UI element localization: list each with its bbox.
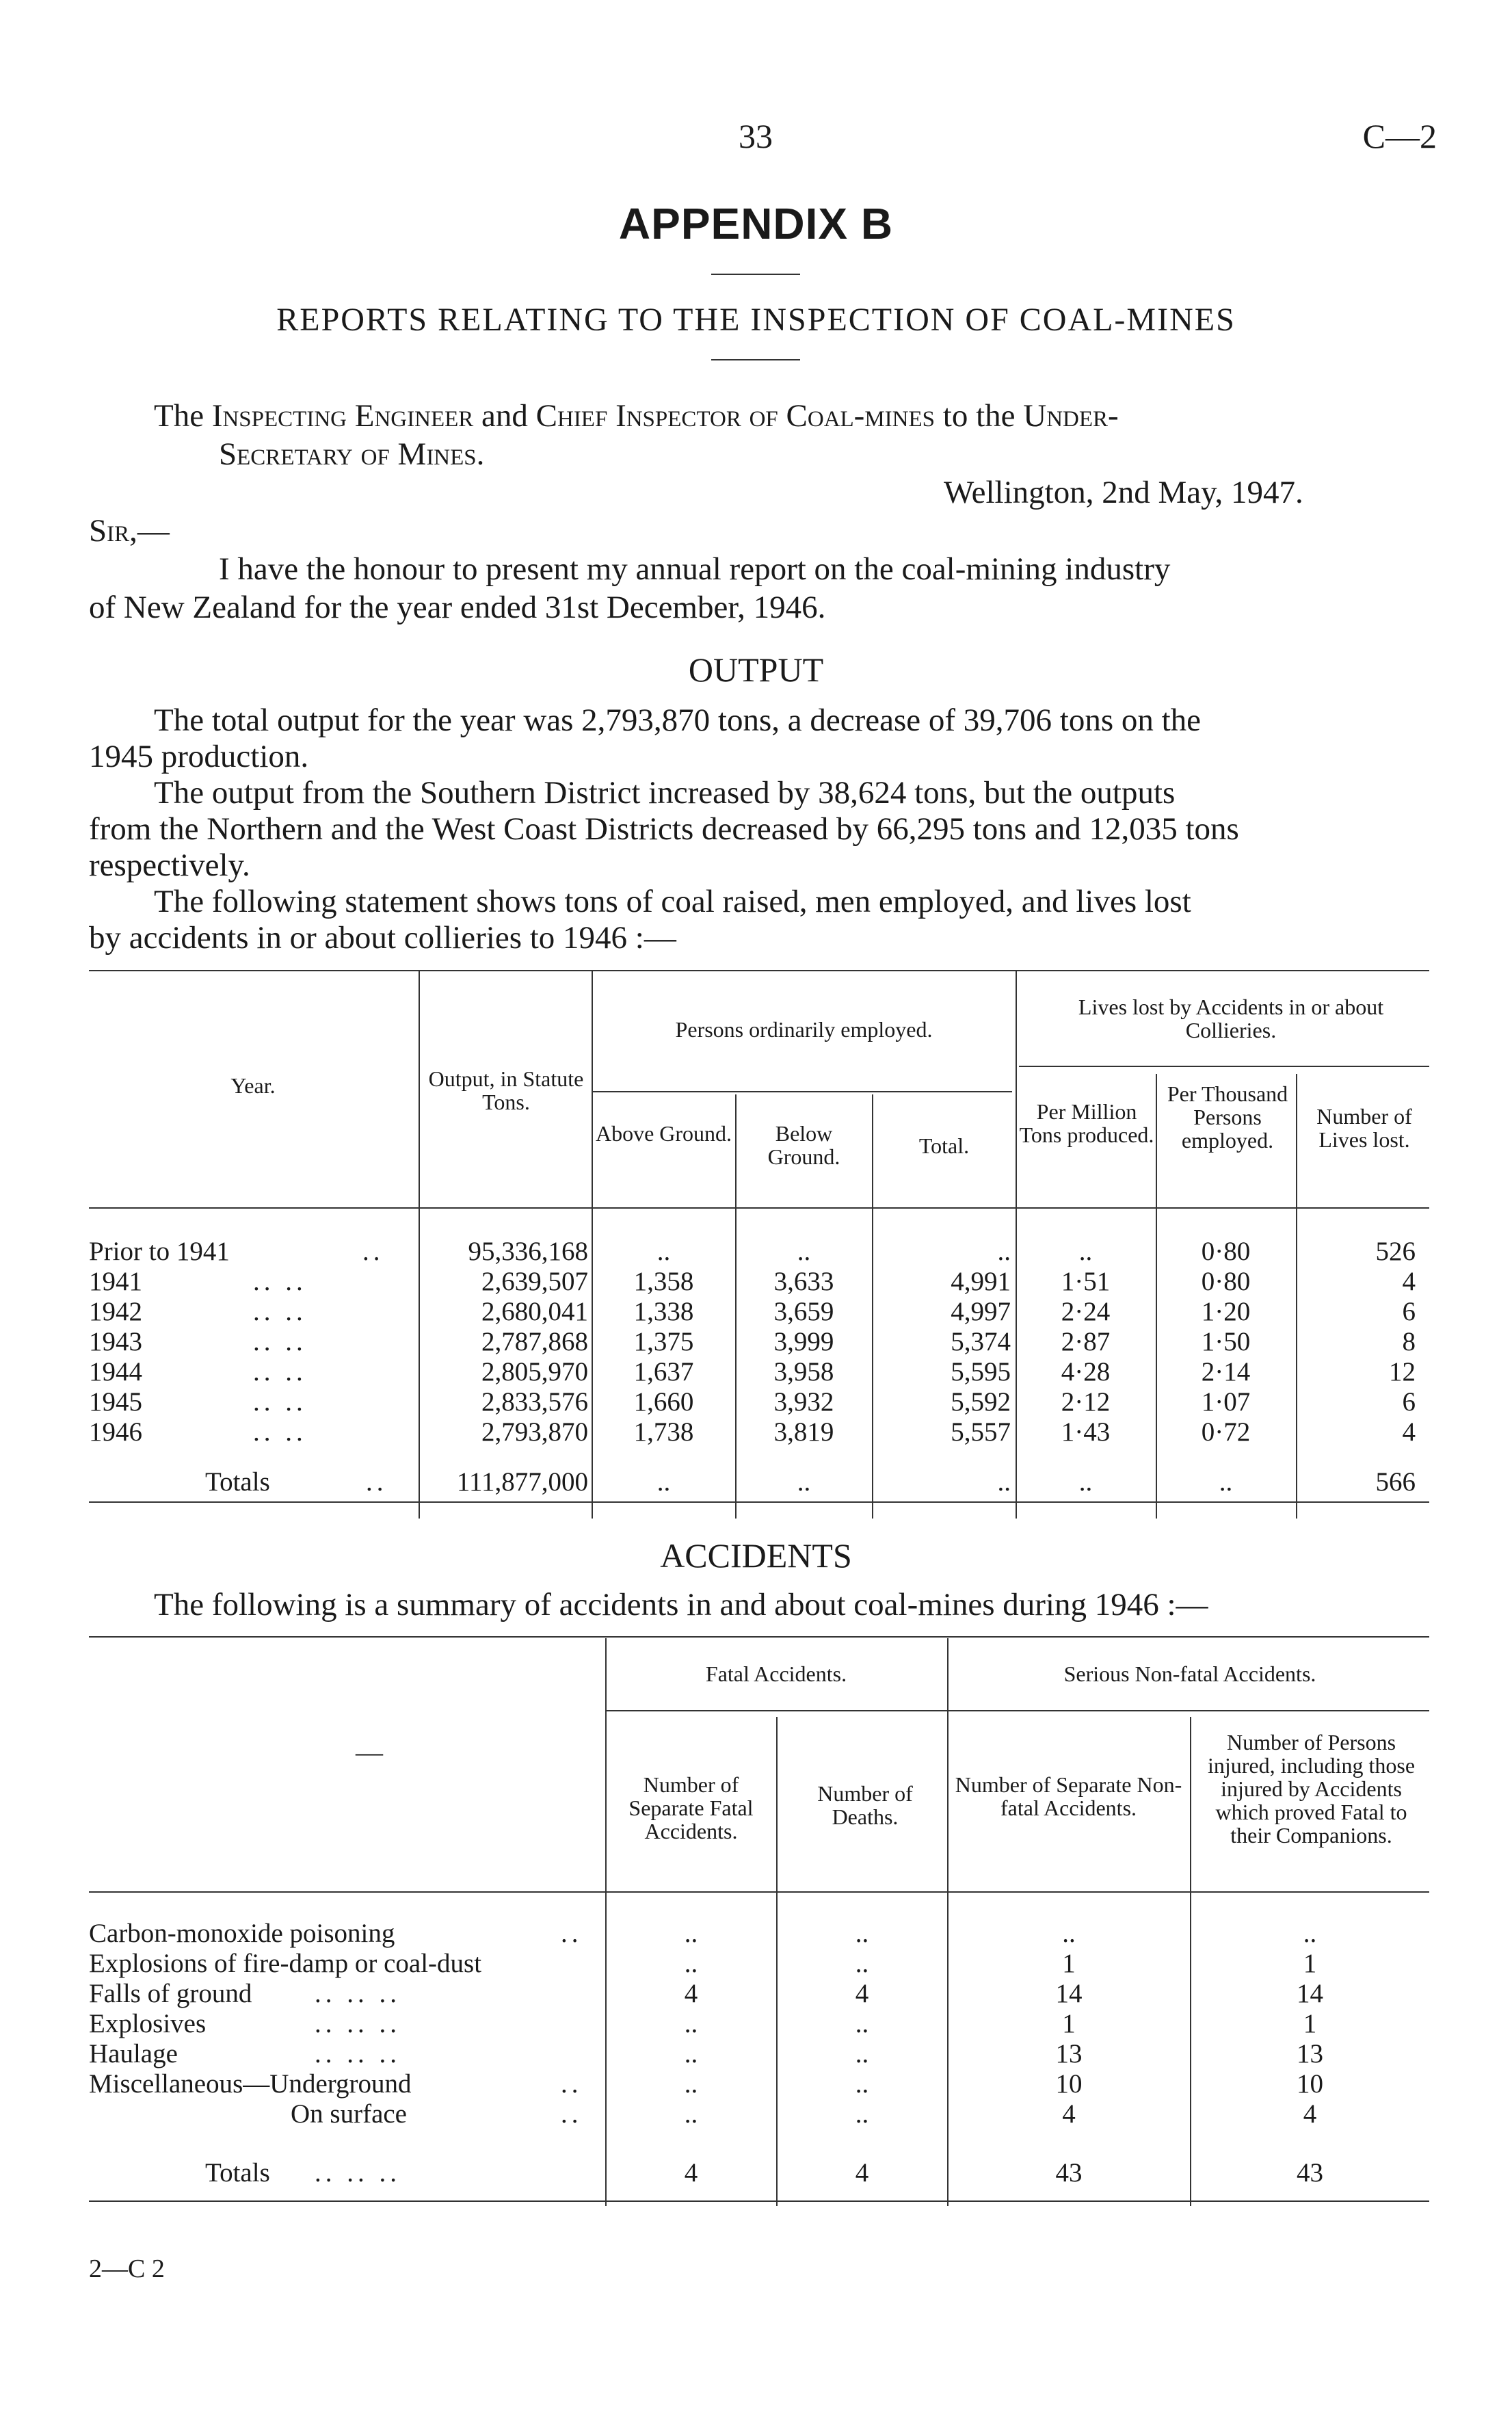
leader-dots: .. .. ..: [315, 2158, 401, 2187]
accident-cell-nonfatal: 1: [1062, 2009, 1076, 2038]
output-cell-below: 3,819: [773, 1417, 834, 1447]
accident-row-label: Haulage: [89, 2039, 178, 2068]
accident-cell-deaths: ..: [855, 2039, 869, 2068]
leader-dots: ..: [362, 1237, 384, 1266]
output-cell-below: 3,958: [773, 1357, 834, 1387]
leader-dots: .. ..: [253, 1417, 307, 1447]
output-cell-below: 3,999: [773, 1327, 834, 1356]
leader-dots: ..: [561, 2069, 583, 2099]
accident-row-label: Falls of ground: [89, 1979, 252, 2008]
output-cell-total: 5,592: [951, 1387, 1011, 1417]
output-cell-output: 2,793,870: [481, 1417, 588, 1447]
accident-cell-fatal: 4: [684, 1979, 698, 2008]
leader-dots: .. .. ..: [315, 2009, 401, 2038]
output-p1-l1: The total output for the year was 2,793,870 tons, a decrease of 39,706 tons on the: [154, 702, 1202, 738]
output-cell-lives: 6: [1402, 1297, 1416, 1326]
accident-cell-injured: 13: [1297, 2039, 1323, 2068]
output-cell-above: ..: [656, 1237, 671, 1266]
output-cell-total: 4,997: [951, 1297, 1011, 1326]
output-cell-per-thousand: 0·80: [1201, 1237, 1251, 1266]
output-cell-per-thousand: 1·50: [1201, 1327, 1251, 1356]
output-cell-output: 2,639,507: [481, 1267, 588, 1296]
intro-line-1: I have the honour to present my annual report on the coal-mining industry: [219, 551, 1171, 587]
output-cell-above: 1,660: [633, 1387, 694, 1417]
accident-cell-fatal: ..: [684, 2099, 698, 2129]
leader-dots: .. ..: [253, 1297, 307, 1326]
leader-dots: ..: [561, 2099, 583, 2129]
output-cell-per-million: 2·87: [1061, 1327, 1111, 1356]
output-totals-label: Totals: [205, 1467, 270, 1497]
accident-cell-nonfatal: 13: [1055, 2039, 1083, 2068]
output-cell-below: 3,659: [773, 1297, 834, 1326]
accident-cell-deaths: ..: [855, 1919, 869, 1948]
accident-row-label: Carbon-monoxide poisoning: [89, 1919, 395, 1948]
output-cell-per-million: 2·12: [1061, 1387, 1111, 1417]
header-separate-fatal: Number of Separate Fatal Accidents.: [628, 1772, 754, 1843]
accidents-intro: The following is a summary of accidents in and about coal-mines during 1946 :—: [154, 1587, 1208, 1622]
output-cell-below: ..: [797, 1237, 811, 1266]
output-cell-per-thousand: 0·80: [1201, 1267, 1251, 1296]
accident-row-label: Explosives: [89, 2009, 207, 2038]
output-cell-per-million: ..: [1078, 1237, 1093, 1266]
output-cell-lives: 8: [1402, 1327, 1416, 1356]
output-cell-total: 5,557: [951, 1417, 1011, 1447]
output-cell-lives: 6: [1402, 1387, 1416, 1417]
leader-dots: .. ..: [253, 1357, 307, 1387]
output-cell-lives: 12: [1389, 1357, 1416, 1387]
header-fatal: Fatal Accidents.: [705, 1661, 847, 1686]
accident-cell-deaths: ..: [855, 2009, 869, 2038]
output-cell-above: 1,375: [633, 1327, 694, 1356]
accident-row-label: Explosions of fire-damp or coal-dust: [89, 1949, 482, 1978]
accident-cell-fatal: ..: [684, 1919, 698, 1948]
accident-total-fatal: 4: [684, 2158, 698, 2187]
accidents-totals-label: Totals: [205, 2158, 270, 2187]
output-cell-lives: 4: [1402, 1417, 1416, 1447]
accident-cell-fatal: ..: [684, 2039, 698, 2068]
accident-cell-deaths: ..: [855, 1949, 869, 1978]
output-cell-per-thousand: 1·07: [1201, 1387, 1251, 1417]
header-below: Below Ground.: [767, 1121, 840, 1169]
output-cell-below: 3,633: [773, 1267, 834, 1296]
page-number: 33: [739, 117, 773, 155]
accident-total-injured: 43: [1297, 2158, 1323, 2187]
output-cell-per-million: 2·24: [1061, 1297, 1111, 1326]
output-row-label: 1943: [89, 1327, 142, 1356]
place-date: Wellington, 2nd May, 1947.: [944, 475, 1303, 510]
output-cell-above: 1,358: [633, 1267, 694, 1296]
page-reference: C—2: [1362, 117, 1437, 155]
address-line-1: The Inspecting Engineer and Chief Inspector of Coal-mines to the Under-: [154, 398, 1119, 434]
output-cell-per-thousand: 1·20: [1201, 1297, 1251, 1326]
leader-dots: .. .. ..: [315, 1979, 401, 2008]
output-p2-l2: from the Northern and the West Coast Districts decreased by 66,295 tons and 12,035 tons: [89, 811, 1239, 847]
output-cell-total: ..: [997, 1237, 1011, 1266]
accident-cell-fatal: ..: [684, 2009, 698, 2038]
header-blank: —: [356, 1737, 383, 1767]
accident-cell-deaths: ..: [855, 2069, 869, 2099]
header-lives: Lives lost by Accidents in or about Collieries.: [1078, 995, 1384, 1042]
footer-signature: 2—C 2: [89, 2255, 165, 2283]
output-row-label: Prior to 1941: [89, 1237, 230, 1266]
accident-cell-nonfatal: 14: [1055, 1979, 1083, 2008]
output-cell-total: 5,595: [951, 1357, 1011, 1387]
header-persons: Persons ordinarily employed.: [675, 1017, 933, 1042]
salutation: Sir,—: [89, 513, 170, 549]
leader-dots: .. ..: [253, 1327, 307, 1356]
output-row-label: 1941: [89, 1267, 142, 1296]
accident-cell-nonfatal: 4: [1062, 2099, 1076, 2129]
accidents-heading: ACCIDENTS: [660, 1536, 852, 1575]
accident-row-label: Miscellaneous—Underground: [89, 2069, 412, 2099]
output-row-label: 1942: [89, 1297, 142, 1326]
output-total-per-million: ..: [1078, 1467, 1093, 1497]
output-total-above: ..: [656, 1467, 671, 1497]
accident-cell-injured: 4: [1303, 2099, 1317, 2129]
output-row-label: 1945: [89, 1387, 142, 1417]
output-cell-output: 95,336,168: [468, 1237, 588, 1266]
output-heading: OUTPUT: [688, 651, 824, 689]
output-cell-below: 3,932: [773, 1387, 834, 1417]
output-p3-l2: by accidents in or about collieries to 1946 :—: [89, 920, 676, 956]
output-cell-per-thousand: 2·14: [1201, 1357, 1251, 1387]
output-p2-l3: respectively.: [89, 847, 250, 883]
accident-cell-injured: 10: [1297, 2069, 1323, 2099]
address-line-2: Secretary of Mines.: [219, 436, 485, 472]
header-output: Output, in Statute Tons.: [428, 1066, 584, 1114]
title-rule: [711, 274, 800, 275]
accident-cell-injured: ..: [1303, 1919, 1317, 1948]
output-total-lives: 566: [1375, 1467, 1416, 1497]
accident-cell-fatal: ..: [684, 2069, 698, 2099]
output-cell-above: 1,637: [633, 1357, 694, 1387]
accident-cell-nonfatal: ..: [1062, 1919, 1076, 1948]
intro-line-2: of New Zealand for the year ended 31st December, 1946.: [89, 590, 826, 625]
leader-dots: ..: [561, 1919, 583, 1948]
header-per-thousand: Per Thousand Persons employed.: [1167, 1081, 1288, 1153]
accident-cell-nonfatal: 1: [1062, 1949, 1076, 1978]
accident-cell-fatal: ..: [684, 1949, 698, 1978]
header-persons-injured: Number of Persons injured, including those injured by Accidents which proved Fatal to their Companions.: [1207, 1730, 1416, 1848]
output-total-output: 111,877,000: [456, 1467, 588, 1497]
header-number-lives: Number of Lives lost.: [1316, 1104, 1412, 1152]
output-cell-above: 1,338: [633, 1297, 694, 1326]
output-cell-per-million: 1·43: [1061, 1417, 1111, 1447]
header-deaths: Number of Deaths.: [817, 1781, 913, 1829]
output-cell-lives: 526: [1375, 1237, 1416, 1266]
accident-total-deaths: 4: [855, 2158, 869, 2187]
output-total-total: ..: [997, 1467, 1011, 1497]
header-above: Above Ground.: [595, 1121, 732, 1146]
leader-dots: ..: [366, 1467, 388, 1497]
output-cell-total: 5,374: [951, 1327, 1011, 1356]
header-year: Year.: [230, 1073, 276, 1098]
output-cell-output: 2,805,970: [481, 1357, 588, 1387]
output-cell-output: 2,833,576: [481, 1387, 588, 1417]
output-p1-l2: 1945 production.: [89, 739, 309, 774]
output-total-below: ..: [797, 1467, 811, 1497]
output-row-label: 1946: [89, 1417, 142, 1447]
output-cell-per-thousand: 0·72: [1201, 1417, 1251, 1447]
header-total: Total.: [918, 1133, 970, 1158]
header-serious: Serious Non-fatal Accidents.: [1063, 1661, 1316, 1686]
subtitle-rule: [711, 359, 800, 360]
leader-dots: .. ..: [253, 1267, 307, 1296]
header-separate-nonfatal: Number of Separate Non-fatal Accidents.: [955, 1772, 1182, 1820]
accident-cell-nonfatal: 10: [1055, 2069, 1083, 2099]
output-p3-l1: The following statement shows tons of coal raised, men employed, and lives lost: [154, 884, 1191, 919]
output-p2-l1: The output from the Southern District increased by 38,624 tons, but the outputs: [154, 775, 1176, 811]
output-cell-per-million: 1·51: [1061, 1267, 1111, 1296]
output-total-per-thousand: ..: [1219, 1467, 1233, 1497]
accident-cell-injured: 1: [1303, 2009, 1317, 2038]
accident-cell-deaths: 4: [855, 1979, 869, 2008]
leader-dots: .. ..: [253, 1387, 307, 1417]
output-cell-per-million: 4·28: [1061, 1357, 1111, 1387]
output-cell-lives: 4: [1402, 1267, 1416, 1296]
accident-cell-deaths: ..: [855, 2099, 869, 2129]
output-cell-output: 2,680,041: [481, 1297, 588, 1326]
output-cell-total: 4,991: [951, 1267, 1011, 1296]
accident-cell-injured: 1: [1303, 1949, 1317, 1978]
output-row-label: 1944: [89, 1357, 142, 1387]
reports-subtitle: REPORTS RELATING TO THE INSPECTION OF COAL-MINES: [276, 302, 1236, 338]
accident-cell-injured: 14: [1297, 1979, 1323, 2008]
accident-total-nonfatal: 43: [1055, 2158, 1083, 2187]
leader-dots: .. .. ..: [315, 2039, 401, 2068]
output-cell-output: 2,787,868: [481, 1327, 588, 1356]
output-cell-above: 1,738: [633, 1417, 694, 1447]
header-per-million: Per Million Tons produced.: [1019, 1099, 1154, 1147]
appendix-title: APPENDIX B: [618, 199, 894, 248]
accident-row-label: On surface: [291, 2099, 407, 2129]
